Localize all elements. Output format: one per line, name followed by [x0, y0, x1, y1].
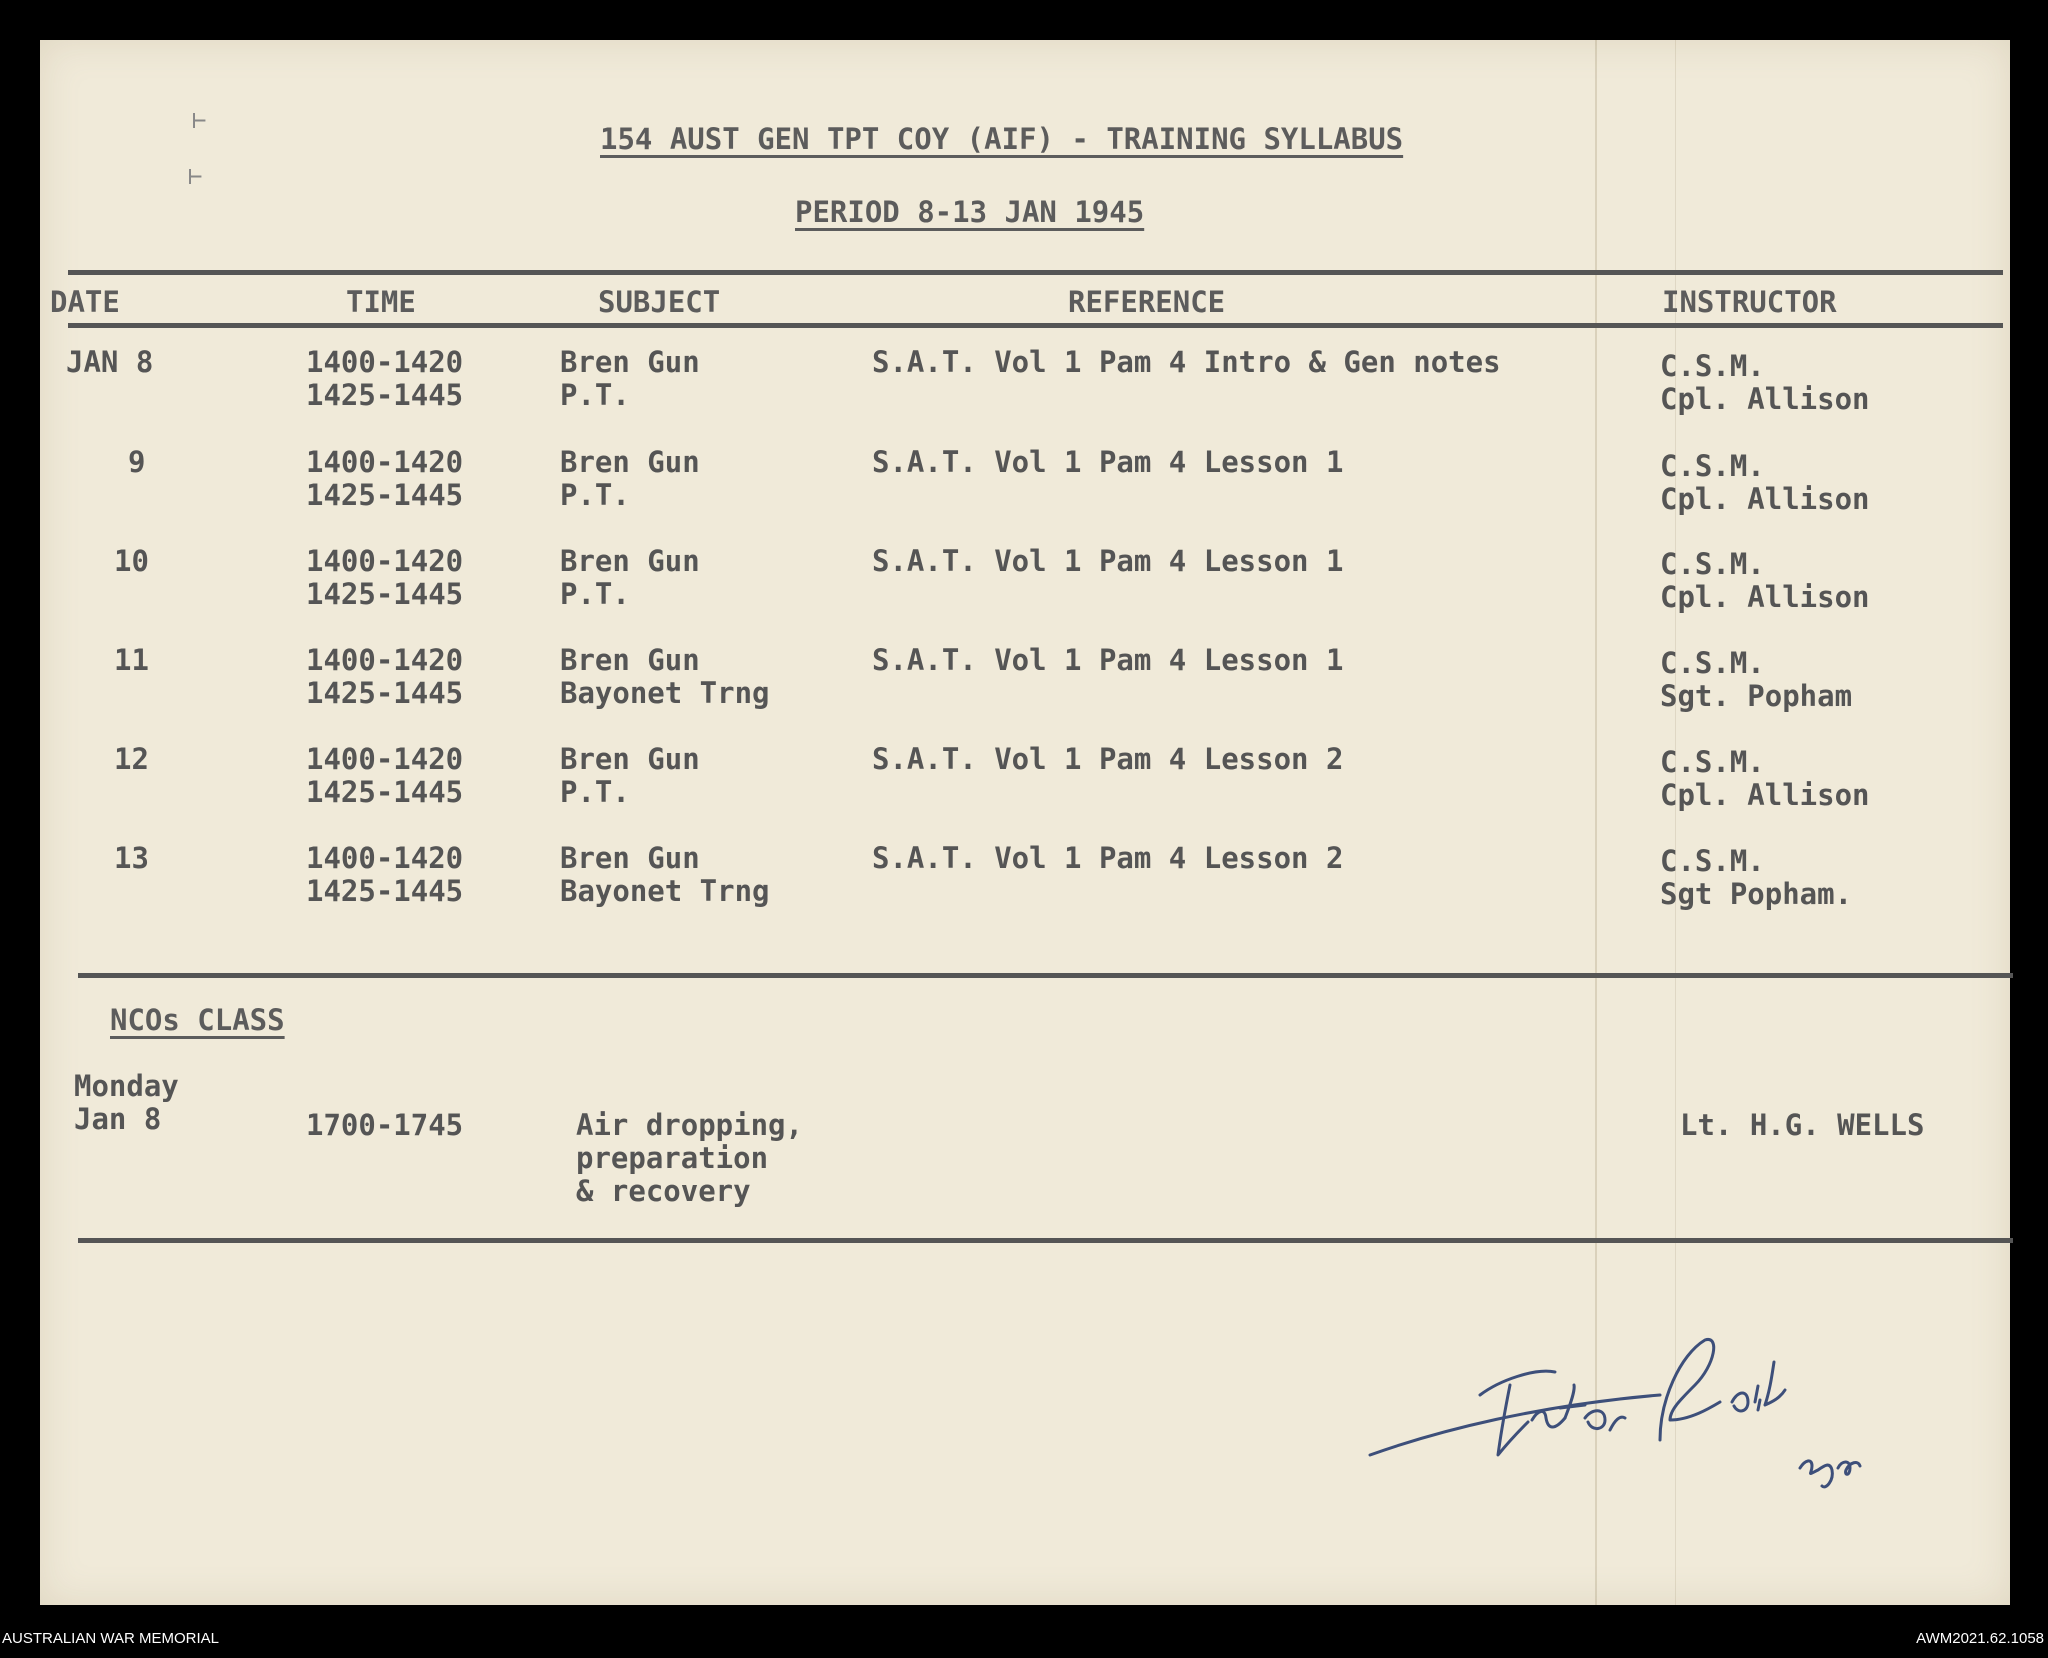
- row-instructor: Sgt Popham.: [1660, 877, 1853, 911]
- row-subject: Bren Gun: [560, 742, 700, 776]
- row-reference: S.A.T. Vol 1 Pam 4 Lesson 1: [872, 643, 1344, 677]
- pin-mark-icon: ⊢: [192, 106, 207, 134]
- row-subject: P.T.: [560, 478, 630, 512]
- row-instructor: C.S.M.: [1660, 547, 1765, 581]
- row-reference: S.A.T. Vol 1 Pam 4 Lesson 2: [872, 841, 1344, 875]
- row-reference: S.A.T. Vol 1 Pam 4 Lesson 1: [872, 544, 1344, 578]
- row-subject: Bayonet Trng: [560, 676, 770, 710]
- row-time: 1400-1420: [306, 841, 464, 875]
- row-subject: Bren Gun: [560, 544, 700, 578]
- row-date: 9: [128, 445, 146, 479]
- row-subject: P.T.: [560, 775, 630, 809]
- header-rule: [68, 323, 2003, 328]
- row-subject: Bren Gun: [560, 345, 700, 379]
- nco-instructor: Lt. H.G. WELLS: [1680, 1108, 1925, 1142]
- section-rule: [78, 973, 2013, 978]
- footer-accession-number: AWM2021.62.1058: [1916, 1630, 2044, 1647]
- row-time: 1425-1445: [306, 676, 464, 710]
- row-time: 1400-1420: [306, 345, 464, 379]
- row-instructor: Cpl. Allison: [1660, 580, 1870, 614]
- row-time: 1425-1445: [306, 577, 464, 611]
- nco-time: 1700-1745: [306, 1108, 464, 1142]
- column-header-reference: REFERENCE: [1068, 285, 1226, 319]
- column-header-date: DATE: [50, 285, 120, 319]
- row-instructor: Cpl. Allison: [1660, 382, 1870, 416]
- handwritten-signature: [1360, 1290, 1920, 1550]
- row-instructor: Cpl. Allison: [1660, 482, 1870, 516]
- row-time: 1400-1420: [306, 643, 464, 677]
- top-rule: [68, 270, 2003, 275]
- row-reference: S.A.T. Vol 1 Pam 4 Lesson 1: [872, 445, 1344, 479]
- row-instructor: C.S.M.: [1660, 449, 1765, 483]
- row-time: 1400-1420: [306, 544, 464, 578]
- row-time: 1425-1445: [306, 378, 464, 412]
- row-subject: P.T.: [560, 577, 630, 611]
- document-title: 154 AUST GEN TPT COY (AIF) - TRAINING SYLLABUS: [600, 122, 1404, 156]
- row-time: 1425-1445: [306, 775, 464, 809]
- row-subject: Bren Gun: [560, 841, 700, 875]
- row-subject: Bayonet Trng: [560, 874, 770, 908]
- pin-mark-icon: ⊢: [188, 162, 203, 190]
- row-instructor: C.S.M.: [1660, 745, 1765, 779]
- row-instructor: Cpl. Allison: [1660, 778, 1870, 812]
- row-instructor: C.S.M.: [1660, 646, 1765, 680]
- row-date: 13: [114, 841, 149, 875]
- nco-subject: & recovery: [576, 1174, 751, 1208]
- row-instructor: Sgt. Popham: [1660, 679, 1853, 713]
- row-date: 11: [114, 643, 149, 677]
- row-date: JAN 8: [66, 345, 154, 379]
- row-time: 1400-1420: [306, 742, 464, 776]
- row-date: 12: [114, 742, 149, 776]
- row-time: 1425-1445: [306, 478, 464, 512]
- row-subject: Bren Gun: [560, 643, 700, 677]
- document-sheet: [40, 40, 2010, 1605]
- column-header-subject: SUBJECT: [598, 285, 721, 319]
- nco-class-heading: NCOs CLASS: [110, 1003, 285, 1037]
- nco-date: Jan 8: [74, 1102, 162, 1136]
- column-header-instructor: INSTRUCTOR: [1662, 285, 1837, 319]
- row-instructor: C.S.M.: [1660, 349, 1765, 383]
- row-date: 10: [114, 544, 149, 578]
- row-reference: S.A.T. Vol 1 Pam 4 Lesson 2: [872, 742, 1344, 776]
- nco-subject: Air dropping,: [576, 1108, 803, 1142]
- column-header-time: TIME: [346, 285, 416, 319]
- bottom-rule: [78, 1238, 2013, 1243]
- row-time: 1425-1445: [306, 874, 464, 908]
- footer-credit: AUSTRALIAN WAR MEMORIAL: [2, 1630, 219, 1647]
- row-time: 1400-1420: [306, 445, 464, 479]
- row-subject: P.T.: [560, 378, 630, 412]
- nco-day: Monday: [74, 1069, 179, 1103]
- row-instructor: C.S.M.: [1660, 844, 1765, 878]
- row-reference: S.A.T. Vol 1 Pam 4 Intro & Gen notes: [872, 345, 1501, 379]
- document-period: PERIOD 8-13 JAN 1945: [795, 195, 1145, 229]
- nco-subject: preparation: [576, 1141, 769, 1175]
- row-subject: Bren Gun: [560, 445, 700, 479]
